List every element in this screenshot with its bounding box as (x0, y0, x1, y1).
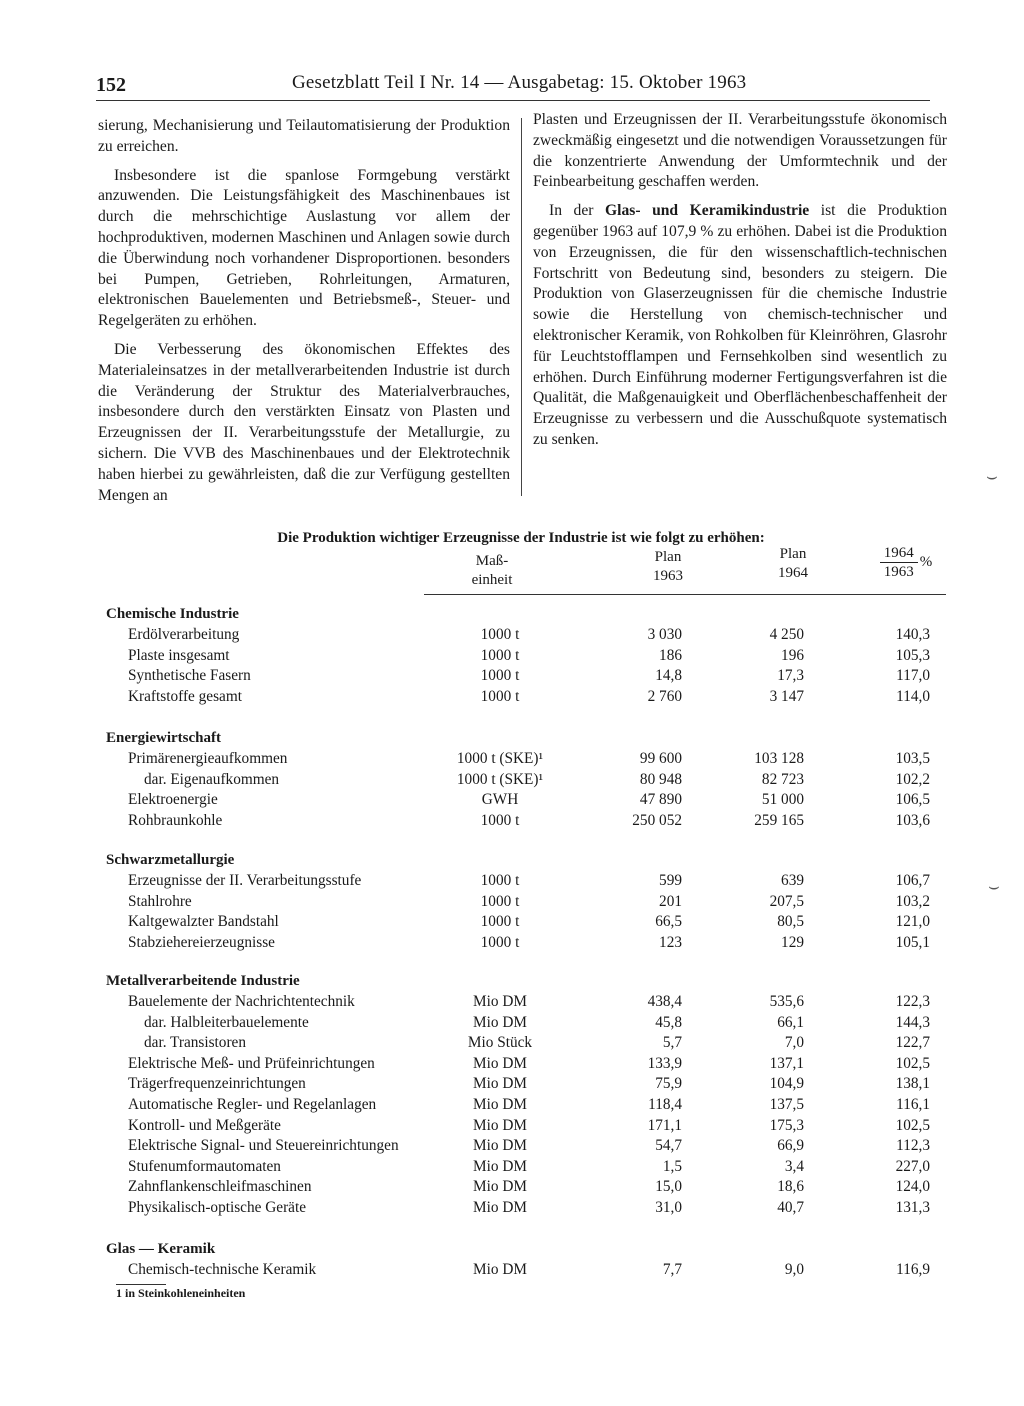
table-header-rule (424, 594, 946, 595)
paragraph-lead: In der (549, 202, 606, 220)
row-percent: 103,5 (895, 750, 930, 767)
row-unit: 1000 t (480, 913, 520, 931)
percent-sign: % (919, 554, 933, 570)
row-plan-1964: 639 (781, 872, 804, 889)
left-column (98, 116, 510, 514)
row-plan-1964: 196 (781, 646, 804, 664)
row-percent: 121,0 (895, 913, 930, 931)
row-plan-1964: 3,4 (784, 1157, 804, 1175)
row-percent: 114,0 (896, 687, 930, 705)
row-plan-1963: 186 (659, 646, 682, 664)
row-label: Zahnflankenschleifmaschinen (128, 1178, 312, 1196)
row-percent: 122,7 (895, 1034, 930, 1052)
row-plan-1964: 17,3 (777, 667, 804, 685)
row-percent: 105,1 (895, 933, 930, 951)
row-plan-1964: 535,6 (769, 993, 804, 1010)
header-fraction (880, 544, 918, 581)
row-label: Synthetische Fasern (128, 667, 251, 685)
row-plan-1964: 207,5 (769, 892, 804, 910)
row-label: Rohbraunkohle (128, 811, 223, 829)
row-plan-1963: 123 (659, 933, 682, 951)
table-row (0, 1261, 1024, 1281)
row-plan-1964: 40,7 (777, 1199, 804, 1216)
table-row (0, 1137, 1024, 1157)
row-unit: Mio Stück (467, 1034, 533, 1052)
table-row (0, 647, 1024, 667)
row-percent: 106,7 (895, 872, 930, 889)
row-plan-1963: 250 052 (632, 811, 682, 829)
table-row (0, 1158, 1024, 1178)
row-plan-1964: 80,5 (777, 913, 804, 931)
row-unit: 1000 t (480, 646, 520, 664)
header-title: Gesetzblatt Teil I Nr. 14 — Ausgabetag: 15. Oktober 1963 (292, 72, 747, 93)
paragraph: Plasten und Erzeugnissen der II. Verarbeitungsstufe ökonomisch zweckmäßig eingesetzt und die notwendigen Voraussetzungen für die konzentrierte Anwendung der Umformtechnik und der Feinbearbeitung geschaffen werden. (533, 111, 947, 191)
row-label: Chemisch-technische Keramik (128, 1261, 317, 1278)
row-percent: 105,3 (895, 646, 930, 664)
row-plan-1963: 201 (659, 892, 682, 910)
row-plan-1964: 259 165 (754, 811, 804, 829)
row-plan-1963: 1,5 (662, 1157, 682, 1175)
row-percent: 117,0 (896, 667, 930, 685)
row-plan-1964: 51 000 (761, 791, 804, 809)
column-header-einheit (444, 552, 540, 590)
row-percent: 116,1 (896, 1096, 930, 1113)
row-plan-1963: 75,9 (655, 1075, 682, 1093)
row-label: Plaste insgesamt (128, 646, 230, 664)
table-row (0, 1075, 1024, 1095)
table-row (0, 893, 1024, 913)
row-label: Stahlrohre (128, 892, 192, 910)
row-unit: 1000 t (480, 933, 520, 951)
table-row (0, 913, 1024, 933)
row-label: Kontroll- und Meßgeräte (128, 1116, 281, 1134)
paragraph: Die Verbesserung des ökonomischen Effektes des Materialeinsatzes in der metallverarbeitenden Industrie ist durch die Veränderung der Struktur des Materialverbrauches, insbesondere durch den verstärkten Einsatz von Plasten und Erzeugnissen der II. Verarbeitungsstufe der Metallurgie, zu sichern. Die VVB des Maschinenbaues und der Elektrotechnik haben hierbei zu gewährleisten, daß die zur Verfügung gestellten Mengen an (98, 340, 510, 504)
row-plan-1963: 99 600 (639, 750, 682, 767)
row-label: Primärenergieaufkommen (128, 750, 288, 767)
row-plan-1964: 137,5 (769, 1096, 804, 1113)
row-unit: Mio DM (473, 1096, 527, 1113)
table-row (0, 1034, 1024, 1054)
row-percent: 140,3 (895, 626, 930, 643)
row-percent: 102,5 (895, 1054, 930, 1072)
table-row (0, 1178, 1024, 1198)
table-row (0, 1199, 1024, 1219)
row-plan-1964: 137,1 (769, 1054, 804, 1072)
table-row (0, 791, 1024, 811)
row-label: Elektrische Meß- und Prüfeinrichtungen (128, 1054, 375, 1072)
row-plan-1963: 2 760 (647, 687, 682, 705)
column-header-percent (856, 544, 956, 581)
row-plan-1963: 45,8 (655, 1013, 682, 1031)
row-plan-1964: 3 147 (769, 687, 804, 705)
row-percent: 144,3 (895, 1013, 930, 1031)
row-percent: 124,0 (895, 1178, 930, 1196)
table-row (0, 1117, 1024, 1137)
table-row (0, 667, 1024, 687)
column-divider (521, 118, 522, 496)
table-row (0, 750, 1024, 770)
table-row (0, 812, 1024, 832)
row-percent: 227,0 (895, 1157, 930, 1175)
page-header (96, 70, 946, 100)
fraction-numerator: 1964 (880, 544, 918, 563)
row-plan-1963: 171,1 (647, 1116, 682, 1134)
row-label: dar. Halbleiterbauelemente (144, 1013, 309, 1031)
table-row (0, 771, 1024, 791)
row-label: Trägerfrequenzeinrichtungen (128, 1075, 306, 1093)
footnote-rule (116, 1284, 166, 1285)
footnote: 1 in Steinkohleneinheiten (116, 1286, 246, 1300)
table-row (0, 872, 1024, 892)
row-plan-1964: 66,1 (777, 1013, 804, 1031)
row-unit: 1000 t (480, 811, 520, 829)
section-heading: Metallverarbeitende Industrie (106, 973, 300, 989)
row-unit: 1000 t (480, 626, 520, 643)
header-line: Maß- (475, 553, 509, 569)
row-label: Automatische Regler- und Regelanlagen (128, 1096, 377, 1113)
bold-term: Glas- und Keramikindustrie (605, 202, 810, 220)
header-line: Plan (654, 549, 682, 565)
paragraph: sierung, Mechanisierung und Teilautomatisierung der Produktion zu erreichen. (98, 117, 510, 155)
table-row (0, 688, 1024, 708)
row-plan-1963: 3 030 (647, 626, 682, 643)
row-unit: 1000 t (SKE)¹ (456, 770, 544, 788)
column-header-plan-1964 (745, 545, 841, 583)
row-plan-1964: 104,9 (769, 1075, 804, 1093)
row-label: Bauelemente der Nachrichtentechnik (128, 993, 355, 1010)
row-plan-1963: 54,7 (655, 1137, 682, 1155)
row-percent: 103,6 (895, 811, 930, 829)
row-label: Stabziehereierzeugnisse (128, 933, 275, 951)
row-plan-1963: 599 (659, 872, 682, 889)
row-unit: 1000 t (480, 872, 520, 889)
row-plan-1963: 66,5 (655, 913, 682, 931)
table-row (0, 934, 1024, 954)
row-percent: 116,9 (896, 1261, 930, 1278)
row-plan-1963: 7,7 (662, 1261, 682, 1278)
row-unit: Mio DM (473, 1178, 527, 1196)
row-unit: 1000 t (SKE)¹ (456, 750, 544, 767)
header-rule (96, 100, 930, 101)
row-unit: Mio DM (473, 1157, 527, 1175)
row-plan-1963: 5,7 (662, 1034, 682, 1052)
margin-mark: ⌣ (986, 466, 998, 486)
paragraph (533, 201, 947, 451)
row-unit: Mio DM (473, 1199, 527, 1216)
row-plan-1963: 438,4 (647, 993, 682, 1010)
row-label: Elektrische Signal- und Steuereinrichtungen (128, 1137, 399, 1155)
row-percent: 102,2 (895, 770, 930, 788)
row-unit: Mio DM (473, 1075, 527, 1093)
row-unit: Mio DM (473, 1054, 527, 1072)
row-plan-1964: 103 128 (754, 750, 804, 767)
table-row (0, 993, 1024, 1013)
row-plan-1963: 31,0 (655, 1199, 682, 1216)
column-header-plan-1963 (620, 548, 716, 586)
row-label: dar. Eigenaufkommen (144, 770, 280, 788)
table-row (0, 1055, 1024, 1075)
row-plan-1963: 47 890 (639, 791, 682, 809)
paragraph-text: ist die Produktion gegenüber 1963 auf 107,9 % zu erhöhen. Dabei ist die Produktion von Erzeugnissen, die für den wissenschaftlich-technischen Fortschritt von Bedeutung sind, besonders zu steigern. Die Produktion von Glaserzeugnissen für die chemische Industrie sowie die Herstellung von chemisch-technischer und elektronischer Keramik, von Rohkolben für Kleinröhren, Glasrohr für Leuchtstofflampen und Fernsehkolben sind wesentlich zu erhöhen. Durch Einführung moderner Fertigungsverfahren ist die Qualität, die Maßgenauigkeit und Oberflächenbeschaffenheit der Erzeugnisse zu verbessern und die Ausschußquote systematisch zu senken. (533, 202, 947, 448)
row-unit: Mio DM (473, 1137, 527, 1155)
row-unit: Mio DM (473, 1261, 527, 1278)
row-plan-1964: 7,0 (784, 1034, 804, 1052)
row-plan-1964: 66,9 (777, 1137, 804, 1155)
row-label: Erdölverarbeitung (128, 626, 240, 643)
row-label: Elektroenergie (128, 791, 218, 809)
row-plan-1963: 15,0 (655, 1178, 682, 1196)
table-row (0, 1014, 1024, 1034)
row-plan-1964: 4 250 (769, 626, 804, 643)
section-heading: Schwarzmetallurgie (106, 852, 235, 868)
table-row (0, 626, 1024, 646)
row-unit: 1000 t (480, 892, 520, 910)
row-plan-1964: 18,6 (777, 1178, 804, 1196)
table-title: Die Produktion wichtiger Erzeugnisse der Industrie ist wie folgt zu erhöhen: (277, 530, 765, 546)
row-plan-1964: 9,0 (784, 1261, 804, 1278)
row-percent: 112,3 (896, 1137, 930, 1155)
fraction-denominator: 1963 (883, 564, 914, 580)
row-unit: GWH (481, 791, 519, 809)
row-unit: Mio DM (473, 1013, 527, 1031)
row-plan-1963: 118,4 (648, 1096, 682, 1113)
margin-mark: ⌣ (988, 876, 1000, 896)
row-label: Stufenumformautomaten (128, 1157, 281, 1175)
row-unit: 1000 t (480, 687, 520, 705)
row-plan-1964: 175,3 (769, 1116, 804, 1134)
row-percent: 131,3 (895, 1199, 930, 1216)
row-label: Kaltgewalzter Bandstahl (128, 913, 279, 931)
page-number: 152 (96, 74, 126, 96)
row-percent: 103,2 (895, 892, 930, 910)
header-line: Plan (779, 546, 807, 562)
row-unit: 1000 t (480, 667, 520, 685)
header-line: 1963 (653, 568, 683, 584)
row-plan-1964: 82 723 (761, 770, 804, 788)
header-line: 1964 (778, 565, 808, 581)
row-label: Physikalisch-optische Geräte (128, 1199, 306, 1216)
paragraph: Insbesondere ist die spanlose Formgebung verstärkt anzuwenden. Die Leistungsfähigkeit des Maschinenbaues ist durch die mehrschichtige Auslastung vor allem der hochproduktiven, modernen Maschinen und Anlagen sowie durch die Überwindung noch vorhandener Disproportionen. besonders bei Pumpen, Getrieben, Rohrleitungen, Armaturen, elektronischen Bauelementen und Betriebsmeß-, Steuer- und Regelgeräten zu erhöhen. (98, 166, 510, 330)
row-percent: 102,5 (895, 1116, 930, 1134)
section-heading: Energiewirtschaft (106, 730, 221, 746)
row-percent: 122,3 (895, 993, 930, 1010)
row-label: dar. Transistoren (144, 1034, 246, 1052)
row-unit: Mio DM (473, 993, 527, 1010)
row-plan-1963: 14,8 (655, 667, 682, 685)
section-heading: Glas — Keramik (106, 1241, 216, 1257)
header-line: einheit (471, 572, 513, 588)
row-plan-1963: 80 948 (639, 770, 682, 788)
section-heading: Chemische Industrie (106, 606, 239, 622)
row-label: Kraftstoffe gesamt (128, 687, 242, 705)
right-column (533, 110, 947, 459)
table-row (0, 1096, 1024, 1116)
row-plan-1964: 129 (781, 933, 804, 951)
row-percent: 138,1 (895, 1075, 930, 1093)
row-unit: Mio DM (473, 1116, 527, 1134)
row-plan-1963: 133,9 (647, 1054, 682, 1072)
row-label: Erzeugnisse der II. Verarbeitungsstufe (128, 872, 362, 889)
row-percent: 106,5 (895, 791, 930, 809)
